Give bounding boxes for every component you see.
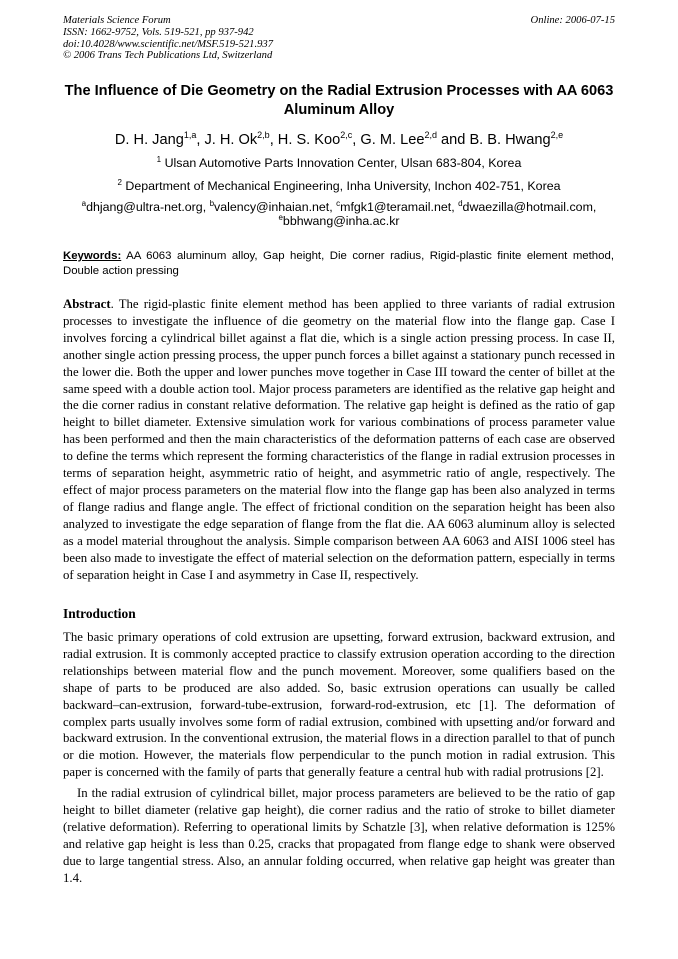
doi-line: doi:10.4028/www.scientific.net/MSF.519-521.937 <box>63 38 273 50</box>
affiliation-text: Ulsan Automotive Parts Innovation Center, Ulsan 683-804, Korea <box>164 156 522 170</box>
paper-title: The Influence of Die Geometry on the Radial Extrusion Processes with AA 6063 Aluminum Alloy <box>64 83 614 118</box>
email-marker: c <box>336 199 341 208</box>
introduction-paragraph-1: The basic primary operations of cold extrusion are upsetting, forward extrusion, backward extrusion, and radial extrusion. It is commonly accepted practice to classify extrusion operation according to the direction relationships between material flow and the punch movement. Moreover, some qualifiers based on the shape of parts to be produced are also added. So, basic extrusion operations can usually be called backward–can-extrusion, forward-tube-extrusion, forward-rod-extrusion, etc [1]. The deformation of complex parts usually involves some form of radial extrusion, combined with upsetting and/or forward and backward extrusion. In the conventional extrusion, the material flows in a direction parallel to that of punch or die motion. However, the materials flow perpendicular to the punch motion in radial extrusion. This paper is concerned with the family of parts that generally feature a central hub with radial protrusions [2]. <box>63 630 615 780</box>
email-list <box>40 200 638 228</box>
author-name: G. M. Lee <box>360 132 425 148</box>
email-marker: e <box>278 213 283 222</box>
issn-line: ISSN: 1662-9752, Vols. 519-521, pp 937-942 <box>63 26 254 38</box>
abstract-text: . The rigid-plastic finite element method has been applied to three variants of radial extrusion processes to investigate the influence of die geometry on the material flow into the flange gap. Case I involves forcing a cylindrical billet against a flat die, which is a single action pressing process. In case II, another single action pressing process, the upper punch forces a billet against a stationary punch recessed in the lower die. Both the upper and lower punches move together in Case III toward the center of billet at the same speed with a double action tool. Major process parameters are identified as the relative gap height and the die corner radius in constant relative deformation. The relative gap height is defined as the ratio of gap height to billet diameter. Extensive simulation work for various combinations of process parameter value has been performed and then the main characteristics of the deformation patterns of each case are observed to define the terms which represent the forming characteristics of the flange in radial extrusion processes in terms of separation height, asymmetric ratio of height, and asymmetric ratio of angle, respectively. The effect of major process parameters on the material flow into the flange gap has been also analyzed in terms of flange radius and flange angle. The effect of frictional condition on the separation height has been also analyzed to investigate the edge separation of flange from the flat die. AA 6063 aluminum alloy is selected as a model material throughout the analysis. Simple comparison between AA 6063 and AISI 1006 steel has been also made to investigate the effect of material selection on the deformation pattern, especially in terms of separation height in Case I and asymmetry in Case II, respectively. <box>63 297 615 582</box>
author-name: D. H. Jang <box>114 132 184 148</box>
affiliation-marker: 1 <box>156 155 162 164</box>
keywords-label: Keywords: <box>63 250 122 262</box>
author-name: H. S. Koo <box>277 132 341 148</box>
email-address[interactable]: valency@inhaian.net <box>214 200 330 214</box>
email-marker: a <box>81 199 87 208</box>
email-address[interactable]: mfgk1@teramail.net <box>340 200 452 214</box>
introduction-heading: Introduction <box>63 606 136 621</box>
affiliation-2 <box>40 178 638 195</box>
author-list: D. H. Jang$^{1,a}$, J. H. Ok$^{2,b}$, H. S. Koo$^{2,c}$, G. M. Lee$^{2,d}$ and B. B. Hwang$^{2,e}$ <box>114 130 564 148</box>
email-address[interactable]: bbhwang@inha.ac.kr <box>282 214 400 228</box>
author-name: J. H. Ok <box>204 132 258 148</box>
copyright-line: © 2006 Trans Tech Publications Ltd, Switzerland <box>63 50 273 62</box>
author-affiliation-marker: 2,e <box>550 130 564 140</box>
journal-header <box>63 15 273 62</box>
journal-name: Materials Science Forum <box>63 15 171 26</box>
author-affiliation-marker: 2,d <box>424 130 437 140</box>
keywords <box>63 249 614 278</box>
affiliation-1 <box>40 155 638 172</box>
online-date: Online: 2006-07-15 <box>530 15 615 26</box>
email-address[interactable]: dhjang@ultra-net.org <box>86 200 203 214</box>
abstract-label: Abstract <box>63 297 111 311</box>
email-address[interactable]: dwaezilla@hotmail.com <box>462 200 593 214</box>
affiliation-text: Department of Mechanical Engineering, Inha University, Inchon 402-751, Korea <box>125 179 561 193</box>
email-marker: b <box>209 199 215 208</box>
email-line-2 <box>40 214 638 228</box>
affiliation-marker: 2 <box>117 178 122 187</box>
introduction-paragraph-2: In the radial extrusion of cylindrical billet, major process parameters are believed to be the ratio of gap height to billet diameter (relative gap height), die corner radius and the ratio of stroke to billet diameter (relative deformation). Referring to operational limits by Schatzle [3], when relative deformation is 125% and relative gap height is less than 0.25, cracks that propagated from flange edge to shank were observed due to large tangential stress. Also, an annular folding occurred, when relative gap height was greater than 1.4. <box>63 786 615 885</box>
author-affiliation-marker: 1,a <box>183 130 197 140</box>
keywords-text: AA 6063 aluminum alloy, Gap height, Die corner radius, Rigid-plastic finite element method, Double action pressing <box>63 250 614 277</box>
author-affiliation-marker: 2,b <box>257 130 270 140</box>
abstract <box>63 296 615 583</box>
email-line-1: $^a$dhjang@ultra-net.org, $^b$valency@inhaian.net, $^c$mfgk1@teramail.net, $^d$dwaezilla@hotmail.com, <box>81 199 597 214</box>
email-marker: d <box>458 199 463 208</box>
author-name: B. B. Hwang <box>469 132 551 148</box>
author-affiliation-marker: 2,c <box>340 130 353 140</box>
